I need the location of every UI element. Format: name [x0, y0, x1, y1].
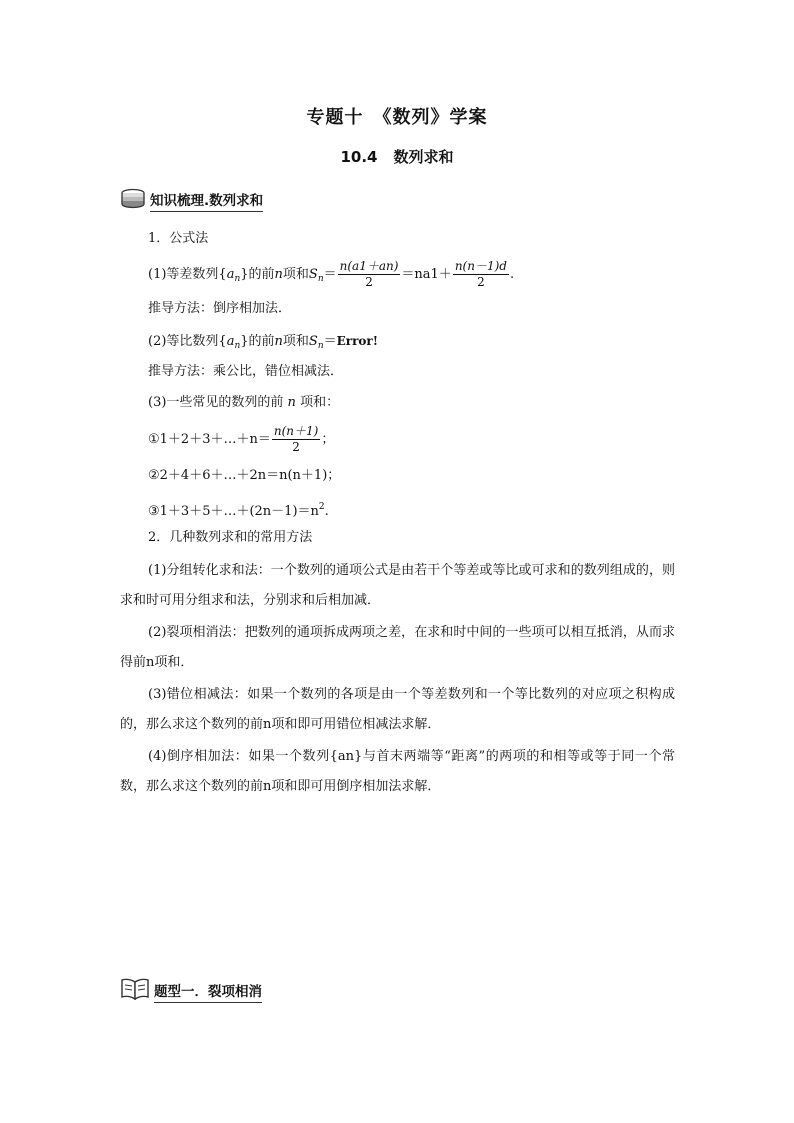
page-subtitle [0, 146, 794, 167]
derive-method-1: 推导方法：倒序相加法． [148, 301, 292, 316]
open-book-icon [120, 978, 150, 1004]
page-title: 专题十 《数列》学案 [306, 107, 488, 128]
method-1: (1)分组转化求和法：一个数列的通项公式是由若干个等差或等比或可求和的数列组成的，则求和时可用分组求和法，分别求和后相加减． [120, 563, 675, 608]
section-label: 题型一．裂项相消 [154, 980, 262, 1003]
subtitle-text: 数列求和 [393, 148, 454, 166]
derive-method-2: 推导方法：乘公比，错位相减法． [148, 364, 344, 379]
section-header-knowledge [120, 187, 263, 213]
section-header-type1 [120, 978, 262, 1004]
formula-heading: 1．公式法 [148, 231, 209, 246]
common-sum-1: ①1＋2＋3＋…＋n＝ $\frac{n(n+1)}{2}$ ； [148, 424, 335, 454]
books-icon [120, 187, 146, 213]
common-sums-heading: (3)一些常见的数列的前 n 项和： [148, 395, 340, 410]
method-3: (3)错位相减法：如果一个数列的各项是由一个等差数列和一个等比数列的对应项之积构成的，那么求这个数列的前n项和即可用错位相减法求解． [120, 687, 675, 732]
method-2: (2)裂项相消法：把数列的通项拆成两项之差，在求和时中间的一些项可以相互抵消，从而求得前n项和． [120, 625, 675, 670]
c1-fraction: $\frac{n(n+1)}{2}$ [273, 424, 319, 454]
methods-heading: 2．几种数列求和的常用方法 [148, 530, 313, 545]
arith-fraction-1: $\frac{n(a1+an)}{2}$ [339, 259, 399, 289]
method-4: (4)倒序相加法：如果一个数列{an}与首末两端等“距离”的两项的和相等或等于同一个常数，那么求这个数列的前n项和即可用倒序相加法求解． [120, 749, 675, 794]
arith-fraction-2: $\frac{n(n-1)d}{2}$ [454, 259, 507, 289]
subtitle-number: 10.4 [340, 148, 378, 166]
error-text: Error! [336, 334, 379, 348]
section-label: 知识梳理.数列求和 [150, 189, 263, 212]
geo-sum-line: (2)等比数列$\{a_n\}$的前n项和$S_n=Error$! [148, 334, 379, 351]
common-sum-3: $③1+3+5+\dots+(2n-1)=n^2$. [148, 502, 329, 519]
common-sum-2: ②2＋4＋6＋…＋2n＝n(n＋1)； [148, 468, 341, 483]
arith-sum-line: (1)等差数列$\{a_n\}$的前n项和$S_n=$ $\frac{n(a1+an)}{2}$ ＝na1＋ $\frac{n(n-1)d}{2}$ . [148, 259, 515, 289]
